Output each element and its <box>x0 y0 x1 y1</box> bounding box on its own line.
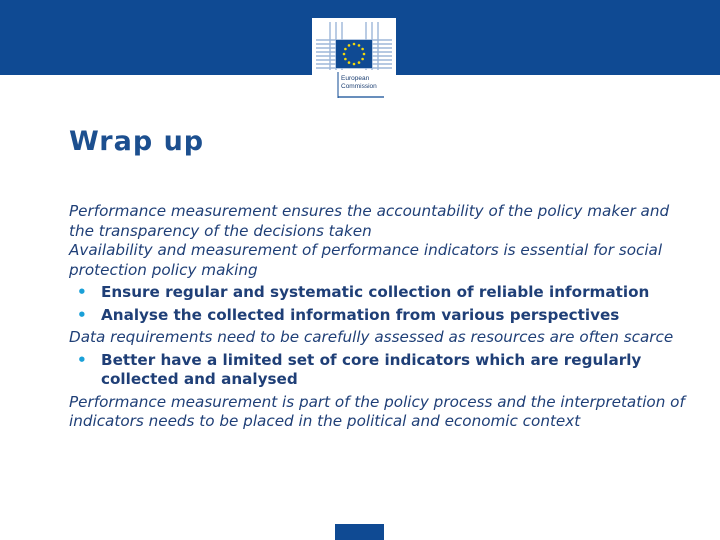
bullet-item <box>69 306 689 326</box>
slide-title: Wrap up <box>69 126 205 157</box>
body-paragraph: Data requirements need to be carefully assessed as resources are often scarce <box>69 328 674 346</box>
bullet-list <box>69 283 689 325</box>
body-paragraph: Performance measurement is part of the policy process and the interpretation of indicators needs to be placed in the political and economic context <box>69 392 685 430</box>
bullet-text: Better have a limited set of core indicators which are regularly collected and analysed <box>101 350 642 388</box>
bullet-dot-icon: • <box>77 305 87 324</box>
bullet-dot-icon: • <box>77 350 87 369</box>
slide-body <box>69 202 689 432</box>
bullet-list <box>69 351 689 390</box>
logo-text-european: European <box>341 75 370 82</box>
footer-accent-block <box>335 524 384 540</box>
european-commission-logo <box>312 18 396 100</box>
bullet-item <box>69 351 689 390</box>
body-paragraph: Performance measurement ensures the accountability of the policy maker and the transparency of the decisions taken <box>69 202 670 240</box>
bullet-item <box>69 283 689 303</box>
bullet-dot-icon: • <box>77 283 87 301</box>
bullet-text: Ensure regular and systematic collection of reliable information <box>101 283 650 301</box>
logo-text-commission: Commission <box>341 83 377 90</box>
body-paragraph: Availability and measurement of performance indicators is essential for social protection policy making <box>69 241 663 279</box>
bullet-text: Analyse the collected information from various perspectives <box>101 305 620 324</box>
